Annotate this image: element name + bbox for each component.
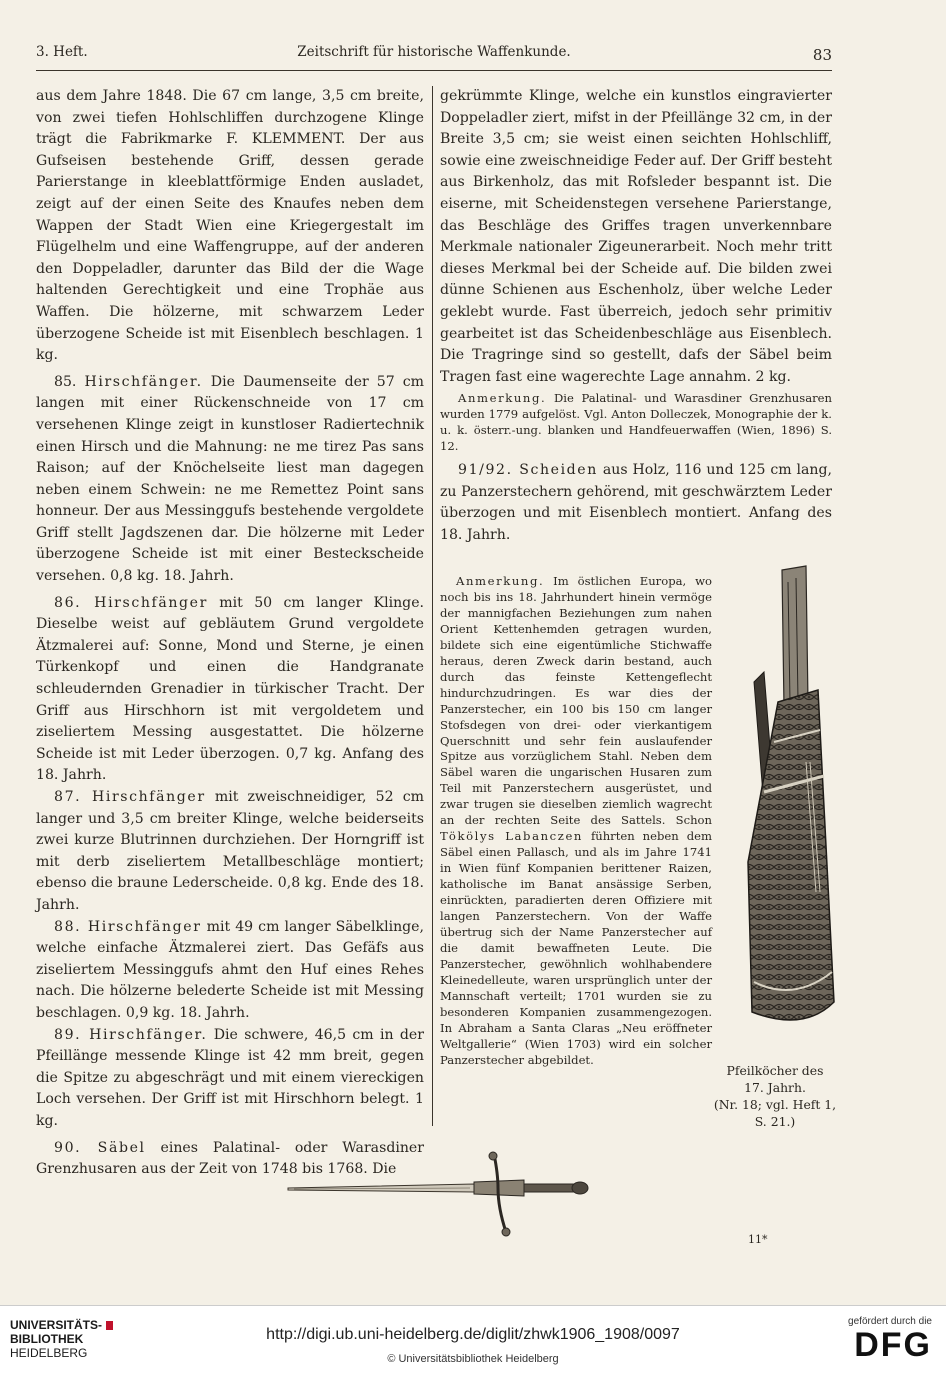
- paragraph-90: 90. Säbel eines Palatinal- oder Warasdiner Grenzhusaren aus der Zeit von 1748 bis 1768. Die: [36, 1139, 424, 1178]
- paragraph-91-92: 91/92. Scheiden aus Holz, 116 und 125 cm lang, zu Panzerstechern gehörend, mit geschwärztem Leder überzogen und mit Eisenblech montiert. Anfang des 18. Jahrh.: [440, 461, 832, 543]
- quiver-illustration: [724, 562, 840, 1060]
- page-number: 83: [812, 46, 832, 64]
- source-url-link[interactable]: http://digi.ub.uni-heidelberg.de/diglit/zhwk1906_1908/0097: [266, 1326, 680, 1343]
- heading-88: 88. Hirschfänger: [54, 918, 202, 935]
- paragraph-90-cont: gekrümmte Klinge, welche ein kunstlos eingravierter Doppeladler ziert, mifst in der Pfeillänge 32 cm, in der Breite 3,5 cm; sie weist einen seichten Hohlschliff, sowie eine zweischneidige Feder auf. Der Griff besteht aus Birkenholz, das mit Rofsleder bespannt ist. Die eiserne, mit Scheidenstegen versehene Parierstange, das Beschläge des Griffes tragen unverkennbare Merkmale nationaler Zigeunerarbeit. Noch mehr tritt dieses Merkmal bei der Scheide auf. Die bilden zwei dünne Schienen aus Eschenholz, über welche Leder geklebt wurde. Fast überreich, jedoch sehr primitiv gearbeitet ist das Scheidenbeschläge aus Eisenblech. Die Tragringe sind so gestellt, dafs der Säbel beim Tragen fast eine wagerechte Lage annahm. 2 kg.: [440, 88, 832, 385]
- header-rule: [36, 70, 832, 71]
- heading-91-92: 91/92. Scheiden: [458, 461, 598, 478]
- issue-label: 3. Heft.: [36, 44, 88, 60]
- heading-86: 86. Hirschfänger: [54, 594, 208, 611]
- paragraph-88: 88. Hirschfänger mit 49 cm langer Säbelklinge, welche einfache Ätzmalerei ziert. Das Gefäfs aus ziseliertem Messinggufs ahmt den Huf eines Rehes nach. Die hölzerne belederte Scheide ist mit Messing beschlagen. 0,9 kg. 18. Jahrh.: [36, 918, 425, 1021]
- paragraph-84-end: aus dem Jahre 1848. Die 67 cm lange, 3,5 cm breite, von zwei tiefen Hohlschliffen durchzogene Klinge trägt die Fabrikmarke F. KLEMMENT. Der aus Gufseisen bestehende Griff, dessen gerade Parierstange in kleeblattförmige Enden ausladet, zeigt auf der einen Seite des Knaufes neben dem Wappen der Stadt Wien eine Kriegergestalt im Flügelhelm und eine Waffengruppe, auf der anderen den Doppeladler, darunter das Bild der die Wage haltenden Gerechtigkeit und eine Trophäe aus Waffen. Die hölzerne, mit schwarzem Leder überzogene Scheide ist mit Eisenblech beschlagen. 1 kg.: [36, 88, 424, 364]
- copyright-text: © Universitätsbibliothek Heidelberg: [387, 1353, 559, 1365]
- signature-mark: 11*: [748, 1233, 768, 1246]
- heading-89: 89. Hirschfänger.: [54, 1026, 208, 1043]
- paragraph-87: 87. Hirschfänger mit zweischneidiger, 52 cm langer und 3,5 cm breiter Klinge, welche beiderseits zwei kurze Blutrinnen durchziehen. Der Horngriff ist mit derb ziseliertem Metallbeschläge montiert; ebenso die braune Lederscheide. 0,8 kg. Ende des 18. Jahrh.: [36, 789, 424, 913]
- heading-90: 90. Säbel: [54, 1139, 146, 1156]
- sword-illustration: [284, 1144, 596, 1244]
- running-header: [36, 44, 832, 68]
- note-panzerstecher: Anmerkung. Im östlichen Europa, wo noch bis ins 18. Jahrhundert hinein vermöge der mannigfachen Beziehungen zum nahen Orient Kettenhemden getragen wurden, bildete sich eine eigentümliche Stichwaffe heraus, deren Zweck darin bestand, auch durch das feinste Kettengeflecht hindurchzudringen. Es war dies der Panzerstecher, ein 100 bis 150 cm langer Stofsdegen von drei- oder vierkantigem Querschnitt und sehr fein auslaufender Spitze aus vorzüglichem Stahl. Neben dem Säbel waren die ungarischen Husaren zum Teil mit Panzerstechern ausgerüstet, und zwar trugen sie dieselben ziemlich wagrecht an der rechten Seite des Sattels. Schon Tökölys Labanczen führten neben dem Säbel einen Pallasch, und als im Jahre 1741 in Wien fünf Kompanien berittener Raizen, katholische im Banat ansässige Serben, einrückten, paradierten deren Offiziere mit langen Panzerstechern. Von der Waffe übertrug sich der Name Panzerstecher auf die damit bewaffneten Leute. Die Panzerstecher, gewöhnlich wohlhabendere Kleinedelleute, waren ursprünglich unter der Mannschaft verteilt; 1701 wurden sie zu besonderen Kompanien zusammengezogen. In Abraham a Santa Claras „Neu eröffneter Weltgallerie“ (Wien 1703) wird ein solcher Panzerstecher abgebildet.: [440, 574, 712, 1067]
- paragraph-89: 89. Hirschfänger. Die schwere, 46,5 cm in der Pfeillänge messende Klinge ist 42 mm breit, gegen die Spitze zu abgeschrägt und mit einem viereckigen Loch versehen. Der Griff ist mit Hirschhorn belegt. 1 kg.: [36, 1026, 424, 1129]
- paragraph-86: 86. Hirschfänger mit 50 cm langer Klinge. Dieselbe weist auf gebläutem Grund vergoldete Ätzmalerei auf: Sonne, Mond und Sterne, je einen Türkenkopf und einen die Handgranate schleudernden Grenadier in türkischer Tracht. Der Griff aus Hirschhorn ist mit vergoldetem und ziseliertem Messing ausgestattet. Die hölzerne Scheide ist mit Leder überzogen. 0,7 kg. Anfang des 18. Jahrh.: [36, 594, 425, 784]
- paragraph-85: 85. Hirschfänger. Die Daumenseite der 57 cm langen mit einer Rückenschneide von 17 cm versehenen Klinge zeigt in kunstloser Radiertechnik einen Hirsch und die Mahnung: ne me tirez Pas sans Raison; auf der Knöchelseite liest man dagegen neben einem Schwein: ne me Remettez Point sans honneur. Der aus Messinggufs bestehende vergoldete Griff stellt Jagdszenen dar. Die hölzerne mit Leder überzogene Scheide ist mit einer Besteckscheide versehen. 0,8 kg. 18. Jahrh.: [36, 373, 425, 585]
- figure-caption: Pfeilköcher des 17. Jahrh. (Nr. 18; vgl. Heft 1, S. 21.): [713, 1063, 837, 1129]
- viewer-footer: [0, 1305, 946, 1379]
- dfg-logo[interactable]: gefördert durch die DFG: [848, 1316, 932, 1364]
- column-divider: [432, 86, 433, 1126]
- heading-85: Hirschfänger.: [84, 373, 203, 390]
- right-column: [440, 86, 832, 546]
- library-logo[interactable]: UNIVERSITÄTS- BIBLIOTHEK HEIDELBERG: [10, 1318, 113, 1360]
- note-palatinal: Anmerkung. Die Palatinal- und Warasdiner Grenzhusaren wurden 1779 aufgelöst. Vgl. Anton Dolleczek, Monographie der k. u. k. österr.-ung. blanken und Handfeuerwaffen (Wien, 1896) S. 12.: [440, 391, 833, 454]
- heading-87: 87. Hirschfänger: [54, 789, 206, 805]
- journal-title: Zeitschrift für historische Waffenkunde.: [297, 44, 571, 60]
- left-column: [36, 86, 424, 1181]
